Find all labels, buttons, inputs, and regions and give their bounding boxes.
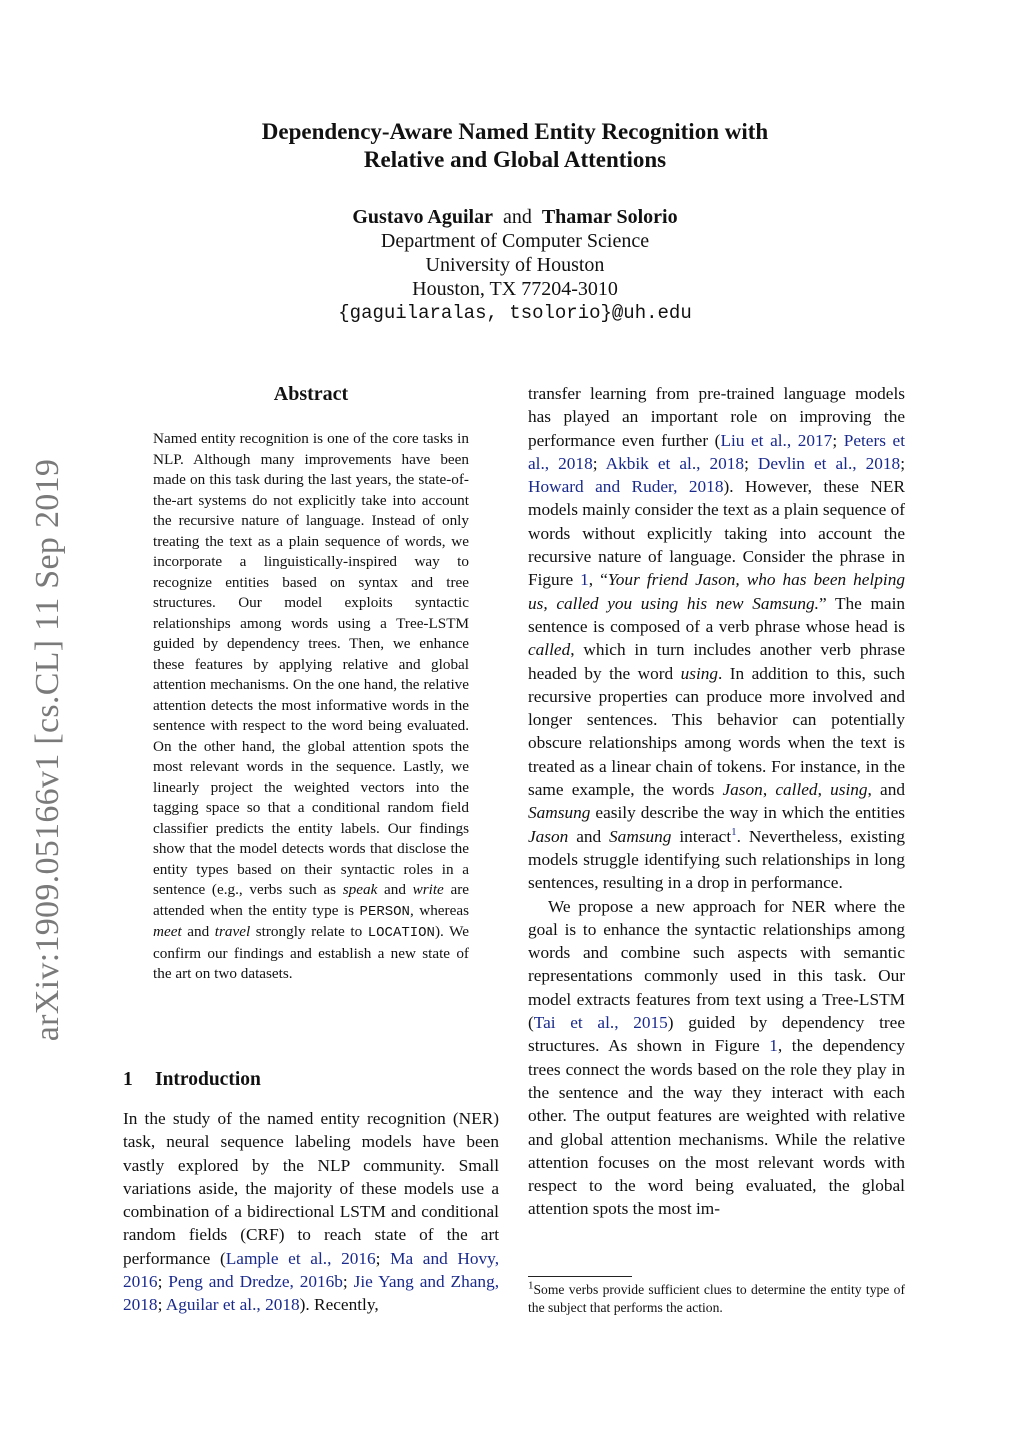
body-text: ” The main sentence is composed of a verb phrase whose head is — [528, 593, 906, 636]
abstract-label-person: PERSON — [359, 903, 410, 920]
body-text: and — [568, 826, 610, 846]
body-text: . In addition to this, such recursive properties can produce more involved and longer sentences. This behavior can potentially obscure relationships among words when the text is treated as a linear chain of tokens. For instance, in the same example, the words — [528, 663, 905, 800]
author-names — [150, 205, 880, 229]
example-quote: Your friend Jason, who has been helping us, called you using his new Samsung. — [528, 570, 905, 613]
section-number: 1 — [123, 1069, 133, 1090]
abstract-text: and — [377, 881, 413, 898]
arxiv-identifier: arXiv:1909.05166v1 [cs.CL] 11 Sep 2019 — [29, 458, 67, 1042]
citation-link[interactable]: Lample et al., 2016 — [225, 1248, 376, 1268]
author-conjunction: and — [502, 206, 532, 228]
intro-paragraph-left — [123, 1107, 499, 1317]
affiliation-university: University of Houston — [425, 254, 605, 276]
citation-link[interactable]: Peng and Dredze, 2016b — [168, 1272, 343, 1292]
body-text: ; — [900, 453, 906, 473]
citation-link[interactable]: Devlin et al., 2018 — [757, 453, 901, 473]
abstract-body — [153, 429, 469, 985]
citation-link[interactable]: Akbik et al., 2018 — [605, 453, 745, 473]
title-line-1: Dependency-Aware Named Entity Recognition with — [261, 119, 769, 144]
footnote — [528, 1281, 905, 1317]
paper-title — [150, 118, 880, 174]
example-word: Jason — [528, 826, 569, 846]
citation-link[interactable]: Ma and Hovy, 2016 — [123, 1248, 500, 1292]
body-text: , “ — [588, 570, 608, 590]
figure-ref-link[interactable]: 1 — [580, 570, 589, 590]
abstract-text: , whereas — [409, 901, 469, 919]
abstract-label-location: LOCATION — [367, 925, 435, 941]
body-text: ; — [744, 453, 758, 473]
citation-link[interactable]: Howard and Ruder, 2018 — [528, 477, 724, 497]
body-text: interact — [671, 826, 732, 846]
body-text: , which in turn includes another verb phrase headed by the word — [528, 640, 905, 683]
author-1: Gustavo Aguilar — [352, 206, 493, 228]
example-word: Samsung — [528, 803, 591, 823]
body-text: , the dependency trees connect the words based on the role they play in the sentence and the way they interact with each other. The output features are weighted with relative and global attention mechanisms. While the relative attention focuses on the most relevant words with respect to the word being evaluated, the global attention spots the most im- — [528, 1036, 905, 1219]
abstract-heading: Abstract — [273, 383, 349, 405]
body-text: ; — [832, 430, 844, 450]
footnote-marker-link[interactable]: 1 — [731, 825, 737, 838]
body-text: . Nevertheless, existing models struggle identifying such relationships in long sentences, resulting in a drop in performance. — [528, 826, 905, 893]
example-word: Jason — [722, 780, 763, 800]
body-text: , — [817, 780, 831, 800]
figure-ref-link[interactable]: 1 — [769, 1036, 778, 1056]
body-text: ) guided by dependency tree structures. As shown in Figure — [528, 1013, 905, 1056]
body-text: ; — [157, 1295, 166, 1315]
affiliation-department: Department of Computer Science — [380, 230, 650, 252]
author-emails: {gaguilaralas, tsolorio}@uh.edu — [338, 302, 692, 324]
example-word: called — [528, 640, 571, 660]
right-column — [528, 382, 905, 1221]
section-heading-introduction — [123, 1069, 499, 1091]
abstract-text: are attended when the entity type is — [153, 881, 470, 919]
body-text: ; — [592, 453, 606, 473]
body-text: , and — [867, 780, 906, 800]
abstract-word-write: write — [412, 881, 444, 898]
body-text: In the study of the named entity recognition (NER) task, neural sequence labeling models have been vastly explored by the NLP community. Small variations aside, the majority of these models use a combination of a bidirectional LSTM and conditional random fields (CRF) to reach state of the art performance ( — [123, 1109, 499, 1268]
arxiv-sidebar — [28, 450, 68, 1050]
footnote-text: Some verbs provide sufficient clues to determine the entity type of the subject that performs the action. — [528, 1282, 905, 1315]
body-text: ). Recently, — [299, 1295, 379, 1315]
citation-link[interactable]: Tai et al., 2015 — [533, 1013, 668, 1033]
example-word: using — [680, 663, 719, 683]
footnote-number: 1 — [528, 1279, 534, 1292]
body-text: ; — [157, 1272, 169, 1292]
abstract-word-meet: meet — [153, 923, 182, 940]
title-line-2: Relative and Global Attentions — [363, 147, 667, 172]
citation-link[interactable]: Peters et al., 2018 — [528, 430, 906, 473]
citation-link[interactable]: Aguilar et al., 2018 — [165, 1295, 300, 1315]
author-2: Thamar Solorio — [541, 206, 678, 228]
example-word: called — [775, 780, 818, 800]
abstract-text: Named entity recognition is one of the core tasks in NLP. Although many improvements have been made on this task during the last years, the state-of-the-art systems do not explicitly take into account the recursive nature of language. Instead of only treating the text as a plain sequence of words, we incorporate a linguistically-inspired way to recognize entities based on syntax and tree structures. Our model exploits syntactic relationships among words using a Tree-LSTM guided by dependency trees. Then, we enhance these features by applying relative and global attention mechanisms. On the one hand, the relative attention detects the most informative words in the sentence with respect to the word being evaluated. On the other hand, the global attention spots the most relevant words in the sequence. Lastly, we linearly project the weighted vectors into the tagging space so that a conditional random field classifier predicts the entity labels. Our findings show that the model detects words that disclose the entity types based on their syntactic roles in a sentence (e.g., verbs such as — [153, 430, 469, 898]
abstract-text: strongly relate to — [250, 923, 368, 940]
abstract-text: and — [181, 923, 215, 940]
body-text: ; — [375, 1248, 391, 1268]
intro-paragraph-right-1 — [528, 382, 905, 895]
abstract-word-travel: travel — [214, 923, 251, 940]
example-word: using — [830, 780, 868, 800]
citation-link[interactable]: Jie Yang and Zhang, 2018 — [123, 1272, 500, 1315]
body-text: ). However, these NER models mainly consider the text as a plain sequence of words without explicitly taking into account the recursive nature of language. Consider the phrase in Figure — [528, 477, 905, 590]
abstract-word-speak: speak — [342, 881, 378, 898]
example-word: Samsung — [609, 826, 672, 846]
footnote-divider — [528, 1276, 632, 1277]
intro-paragraph-right-2 — [528, 895, 905, 1221]
body-text: transfer learning from pre-trained language models has played an important role on improving the performance even further ( — [528, 384, 905, 450]
section-title: Introduction — [155, 1069, 261, 1090]
body-text: easily describe the way in which the entities — [590, 803, 905, 823]
author-block — [150, 205, 880, 325]
body-text: We propose a new approach for NER where the goal is to enhance the syntactic relationships among words and combine such aspects with semantic representations commonly used in this task. Our model extracts features from text using a Tree-LSTM ( — [528, 896, 905, 1033]
affiliation-address: Houston, TX 77204-3010 — [412, 278, 618, 300]
body-text: , — [762, 780, 776, 800]
citation-link[interactable]: Liu et al., 2017 — [720, 430, 833, 450]
abstract-text: ). We confirm our findings and establish a new state of the art on two datasets. — [153, 923, 469, 982]
body-text: ; — [342, 1272, 354, 1292]
